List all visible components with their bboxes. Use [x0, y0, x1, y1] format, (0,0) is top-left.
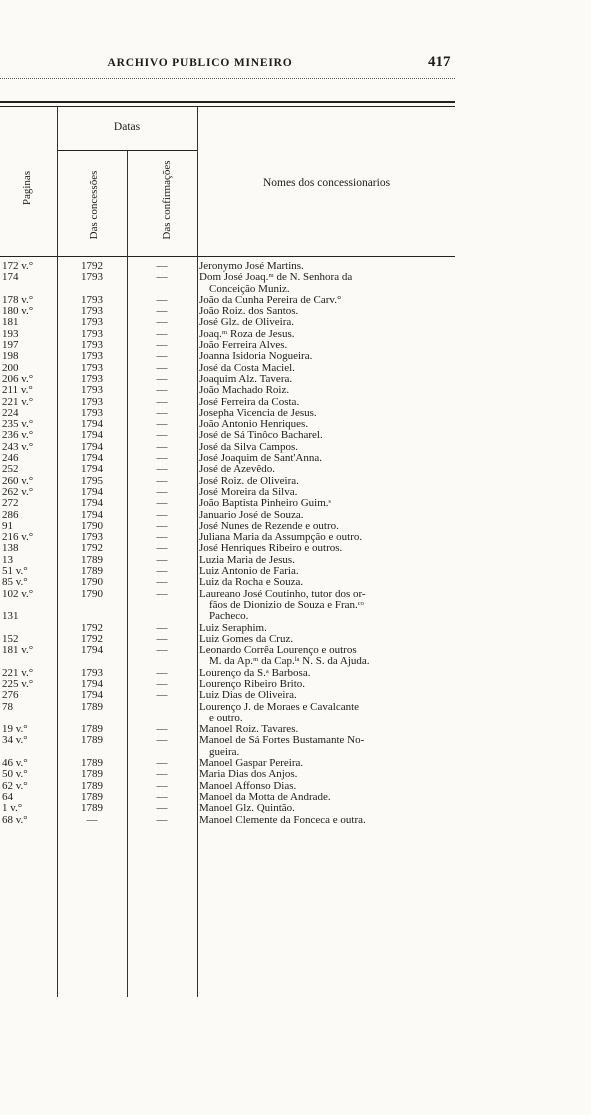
concession-year: 1790	[81, 587, 103, 600]
concession-year: 1794	[81, 429, 103, 442]
confirmation-year: —	[156, 271, 168, 284]
concession-year: 1793	[81, 372, 103, 385]
concession-year: 1792	[81, 621, 103, 634]
confirmation-year: —	[156, 485, 168, 498]
concession-year: 1793	[81, 395, 103, 408]
concession-year: 1789	[81, 565, 103, 578]
confirmation-year: —	[156, 768, 168, 781]
page-ref: 193	[2, 327, 19, 340]
name-line: José de Sá Tinôco Bacharel.	[199, 429, 323, 442]
page-ref: 211 v.°	[2, 384, 33, 397]
page-ref: 286	[2, 508, 19, 521]
concession-year: 1792	[81, 260, 103, 272]
name-line: José Glz. de Oliveira.	[199, 316, 294, 329]
confirmation-year: —	[156, 361, 168, 374]
col-header-confirmacoes: Das confirmações	[161, 160, 173, 240]
concession-year: 1789	[81, 779, 103, 792]
page-ref: 13	[2, 553, 13, 566]
concessionaire-name	[199, 815, 456, 826]
confirmation-year: —	[156, 519, 168, 532]
concession-year: 1793	[81, 305, 103, 318]
confirmation-year: —	[156, 372, 168, 385]
table-row	[0, 589, 460, 612]
concession-year: 1794	[81, 485, 103, 498]
confirmation-year: —	[156, 587, 168, 600]
table-row	[0, 272, 460, 295]
page-ref: 181	[2, 316, 19, 329]
name-continuation: Pacheco.	[209, 610, 249, 623]
page-ref: 197	[2, 339, 19, 352]
confirmation-year: —	[156, 327, 168, 340]
name-line: João Ferreira Alves.	[199, 339, 288, 352]
col-header-nomes: Nomes dos concessionarios	[262, 177, 391, 189]
header-bottom-rule	[0, 256, 455, 257]
name-line: José Nunes de Rezende e outro.	[199, 519, 339, 532]
confirmation-year: —	[156, 418, 168, 431]
confirmation-year: —	[156, 632, 168, 645]
confirmation-year: —	[156, 757, 168, 770]
page-ref: 206 v.°	[2, 372, 34, 385]
concession-year: 1793	[81, 350, 103, 363]
page-ref: 246	[2, 452, 19, 465]
dotted-rule	[0, 78, 455, 79]
name-continuation: e outro.	[209, 711, 243, 724]
concession-year: 1793	[81, 666, 103, 679]
concession-year: 1793	[81, 327, 103, 340]
name-line: José da Silva Campos.	[199, 440, 298, 453]
page-ref: 34 v.°	[2, 734, 28, 747]
table-row	[0, 645, 460, 668]
name-line: Luiz Gomes da Cruz.	[199, 632, 294, 645]
concession-year: 1794	[81, 689, 103, 702]
page-ref: 174	[2, 271, 19, 284]
confirmation-year: —	[156, 474, 168, 487]
name-line: Luiz Dias de Oliveira.	[199, 689, 297, 702]
confirmation-year: —	[156, 395, 168, 408]
page-ref: 236 v.°	[2, 429, 34, 442]
concession-year: 1793	[81, 361, 103, 374]
concession-year: 1792	[81, 542, 103, 555]
page-ref: 1 v.°	[2, 802, 23, 815]
concession-year: 1792	[81, 632, 103, 645]
concession-year: 1794	[81, 418, 103, 431]
confirmation-year: —	[156, 508, 168, 521]
table-top-rule	[0, 101, 455, 103]
concession-year: 1793	[81, 293, 103, 306]
page-ref: 235 v.°	[2, 418, 34, 431]
page-ref: 260 v.°	[2, 474, 34, 487]
confirmation-year: —	[156, 531, 168, 544]
name-line: Luzia Maria de Jesus.	[199, 553, 295, 566]
table-row	[0, 702, 460, 725]
name-line: Leonardo Corrêa Lourenço e outros	[199, 644, 357, 657]
concession-year: 1789	[81, 757, 103, 770]
page-ref: 225 v.°	[2, 677, 34, 690]
name-line: Manoel Clemente da Fonceca e outra.	[199, 813, 366, 826]
concession-year: 1793	[81, 531, 103, 544]
name-line: João Machado Roiz.	[199, 384, 290, 397]
page-ref: 46 v.°	[2, 757, 28, 770]
name-line: Luiz Seraphim.	[199, 621, 267, 634]
page-ref: 180 v.°	[2, 305, 34, 318]
name-line: João da Cunha Pereira de Carv.°	[199, 293, 342, 306]
confirmation-year: —	[156, 813, 168, 826]
confirmation-year: —	[156, 305, 168, 318]
concession-year: 1794	[81, 644, 103, 657]
concessionaire-name	[199, 645, 456, 668]
confirmation-year: —	[156, 689, 168, 702]
confirmation-year: —	[156, 666, 168, 679]
confirmation-year: —	[156, 497, 168, 510]
concession-year: —	[86, 813, 98, 826]
table-top-rule-thin	[0, 106, 455, 107]
page-ref: 216 v.°	[2, 531, 34, 544]
name-line: Josepha Vicencia de Jesus.	[199, 406, 317, 419]
page-ref: 272	[2, 497, 19, 510]
confirmation-year: —	[156, 406, 168, 419]
concession-year: 1789	[81, 700, 103, 713]
col-header-datas: Datas	[113, 121, 141, 133]
table-row	[0, 735, 460, 758]
concession-year: 1790	[81, 576, 103, 589]
confirmation-year: —	[156, 316, 168, 329]
confirmation-year: —	[156, 542, 168, 555]
concession-year: 1793	[81, 406, 103, 419]
name-line: Dom José Joaq.ᵐ de N. Senhora da	[199, 271, 353, 284]
name-line: Luiz da Rocha e Souza.	[199, 576, 304, 589]
page-ref: 78	[2, 700, 13, 713]
page-ref: 252	[2, 463, 19, 476]
concession-year: 1789	[81, 768, 103, 781]
confirmation-year: —	[156, 779, 168, 792]
confirmation-year: —	[156, 440, 168, 453]
page-ref: 221 v.°	[2, 395, 34, 408]
name-line: Manoel Roiz. Tavares.	[199, 723, 299, 736]
confirmation-year: —	[156, 621, 168, 634]
name-line: José Moreira da Silva.	[199, 485, 298, 498]
page-ref: 276	[2, 689, 19, 702]
page-ref: 152	[2, 632, 19, 645]
page-ref: 262 v.°	[2, 485, 34, 498]
confirmation-year: —	[156, 293, 168, 306]
name-line: José Ferreira da Costa.	[199, 395, 300, 408]
page-ref: 51 v.°	[2, 565, 28, 578]
concession-year: 1789	[81, 790, 103, 803]
name-line: João Baptista Pinheiro Guim.ˢ	[199, 497, 331, 510]
page-ref: 50 v.°	[2, 768, 28, 781]
name-line: Luiz Antonio de Faria.	[199, 565, 299, 578]
concession-year: 1794	[81, 440, 103, 453]
col-header-paginas: Paginas	[21, 170, 33, 206]
name-line: Joaq.ᵐ Roza de Jesus.	[199, 327, 295, 340]
name-continuation: M. da Ap.ᵐ da Cap.ˡᵃ N. S. da Ajuda.	[209, 655, 370, 668]
name-line: Lourenço da S.ᵃ Barbosa.	[199, 666, 311, 679]
concession-year: 1794	[81, 508, 103, 521]
confirmation-year: —	[156, 565, 168, 578]
name-line: Joanna Isidoria Nogueira.	[199, 350, 313, 363]
confirmation-year: —	[156, 350, 168, 363]
concession-year: 1789	[81, 802, 103, 815]
concession-year: 1794	[81, 463, 103, 476]
concession-year: 1793	[81, 384, 103, 397]
concession-year: 1794	[81, 452, 103, 465]
confirmation-year: —	[156, 452, 168, 465]
confirmation-year: —	[156, 339, 168, 352]
page-ref: 172 v.°	[2, 260, 34, 272]
page-ref: 19 v.°	[2, 723, 28, 736]
page-ref: 178 v.°	[2, 293, 34, 306]
name-line: Manoel Glz. Quintão.	[199, 802, 295, 815]
page-header	[0, 54, 591, 74]
concession-year: 1789	[81, 553, 103, 566]
confirmation-year: —	[156, 463, 168, 476]
page-ref: 224	[2, 406, 19, 419]
concession-year: 1794	[81, 677, 103, 690]
table-row	[0, 815, 460, 826]
confirmation-year: —	[156, 384, 168, 397]
name-line: José de Azevêdo.	[199, 463, 276, 476]
page-ref: 198	[2, 350, 19, 363]
page-ref: 68 v.°	[2, 813, 28, 826]
name-line: Manoel de Sá Fortes Bustamante No-	[199, 734, 365, 747]
concession-year: 1794	[81, 497, 103, 510]
page-ref: 200	[2, 361, 19, 374]
name-line: Lourenço J. de Moraes e Cavalcante	[199, 700, 360, 713]
confirmation-year: —	[156, 260, 168, 272]
name-continuation: fãos de Dionizio de Souza e Fran.ᶜᵒ	[209, 598, 364, 611]
concession-year: 1793	[81, 271, 103, 284]
confirmation-year: —	[156, 802, 168, 815]
name-line: Januario José de Souza.	[199, 508, 304, 521]
concession-year: 1789	[81, 734, 103, 747]
confirmation-year: —	[156, 429, 168, 442]
name-line: Jeronymo José Martins.	[199, 260, 304, 272]
running-title: ARCHIVO PUBLICO MINEIRO	[107, 57, 293, 69]
confirmation-year: —	[156, 734, 168, 747]
col-header-concessoes: Das concessões	[88, 170, 100, 240]
name-line: José Roiz. de Oliveira.	[199, 474, 299, 487]
page-ref: 138	[2, 542, 19, 555]
page-number: 417	[428, 54, 451, 70]
page-ref: 181 v.°	[2, 644, 34, 657]
name-line: Joaquim Alz. Tavera.	[199, 372, 293, 385]
concessionaire-name	[199, 589, 456, 612]
concessionaire-name	[199, 272, 456, 295]
table-body	[0, 261, 460, 826]
name-line: Manoel Affonso Dias.	[199, 779, 297, 792]
name-line: Maria Dias dos Anjos.	[199, 768, 298, 781]
page-ref: 221 v.°	[2, 666, 34, 679]
concession-year: 1793	[81, 316, 103, 329]
name-line: João Roiz. dos Santos.	[199, 305, 299, 318]
page-ref: 102 v.°	[2, 587, 34, 600]
name-line: Manoel Gaspar Pereira.	[199, 757, 304, 770]
name-line: Juliana Maria da Assumpção e outro.	[199, 531, 363, 544]
name-line: José da Costa Maciel.	[199, 361, 295, 374]
confirmation-year: —	[156, 723, 168, 736]
confirmation-year: —	[156, 553, 168, 566]
page-ref: 131	[2, 610, 19, 623]
name-continuation: Conceição Muniz.	[209, 282, 290, 295]
page-ref: 85 v.°	[2, 576, 28, 589]
name-line: Manoel da Motta de Andrade.	[199, 790, 331, 803]
confirmation-year: —	[156, 677, 168, 690]
concession-year: 1795	[81, 474, 103, 487]
concession-year: 1789	[81, 723, 103, 736]
page-ref: 243 v.°	[2, 440, 34, 453]
name-continuation: gueira.	[209, 745, 240, 758]
name-line: Laureano José Coutinho, tutor dos or-	[199, 587, 366, 600]
concession-year: 1793	[81, 339, 103, 352]
concessionaire-name	[199, 735, 456, 758]
confirmation-year: —	[156, 576, 168, 589]
page-ref: 62 v.°	[2, 779, 28, 792]
confirmation-year: —	[156, 644, 168, 657]
concession-year: 1790	[81, 519, 103, 532]
name-line: João Antonio Henriques.	[199, 418, 309, 431]
name-line: Lourenço Ribeiro Brito.	[199, 677, 306, 690]
name-line: José Joaquim de Sant'Anna.	[199, 452, 322, 465]
page-ref: 91	[2, 519, 13, 532]
confirmation-year: —	[156, 790, 168, 803]
name-line: José Henriques Ribeiro e outros.	[199, 542, 343, 555]
page-ref: 64	[2, 790, 13, 803]
concessionaire-name	[199, 702, 456, 725]
